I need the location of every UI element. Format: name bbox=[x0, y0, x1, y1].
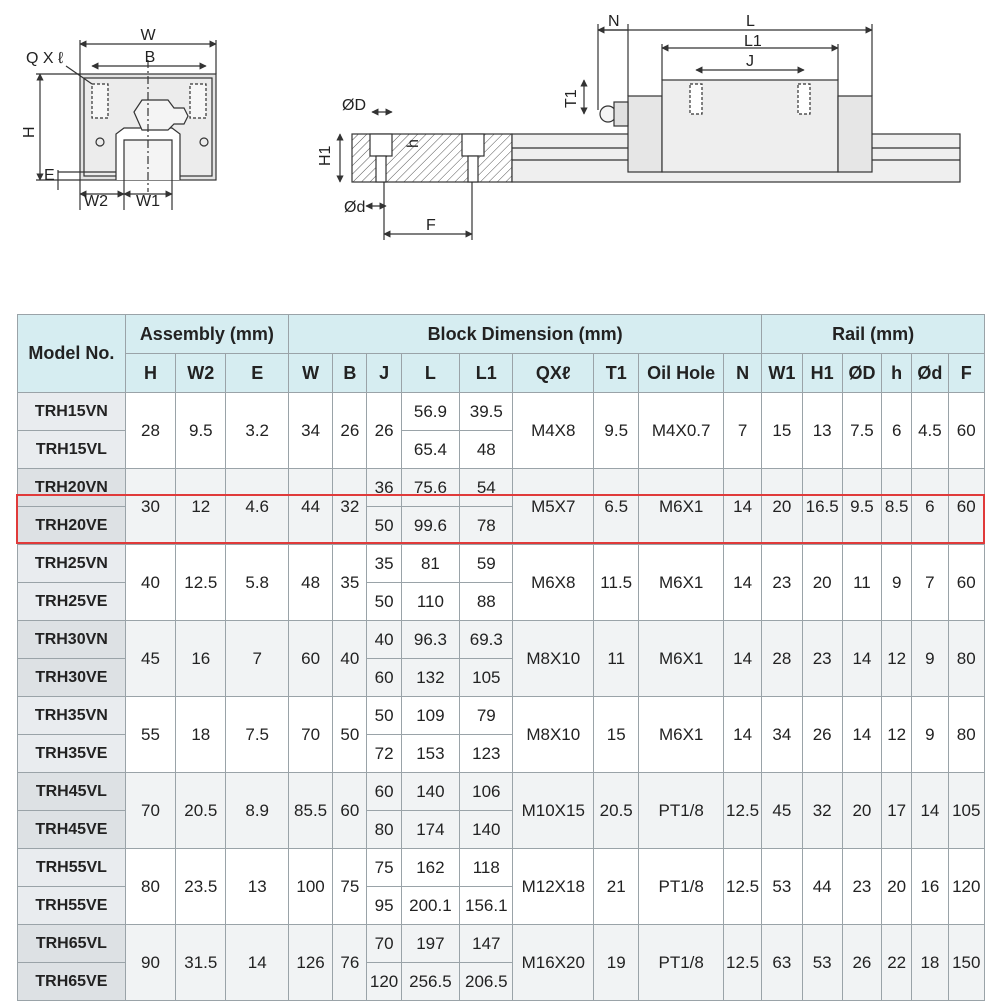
label-h: h bbox=[405, 139, 422, 148]
table-cell: 153 bbox=[401, 735, 459, 773]
table-cell: 109 bbox=[401, 697, 459, 735]
table-cell: M6X1 bbox=[639, 621, 724, 697]
table-cell: 5.8 bbox=[226, 545, 288, 621]
table-cell: 9.5 bbox=[176, 393, 226, 469]
table-cell: 3.2 bbox=[226, 393, 288, 469]
table-cell: 28 bbox=[762, 621, 802, 697]
column-header: W bbox=[288, 354, 332, 393]
label-H1: H1 bbox=[317, 145, 334, 166]
table-cell: 197 bbox=[401, 925, 459, 963]
header-model-no: Model No. bbox=[18, 315, 126, 393]
label-W1: W1 bbox=[136, 193, 160, 210]
table-cell: 53 bbox=[802, 925, 842, 1001]
table-cell: 60 bbox=[948, 545, 984, 621]
table-cell: 69.3 bbox=[460, 621, 513, 659]
table-cell: 123 bbox=[460, 735, 513, 773]
label-L: L bbox=[746, 13, 755, 30]
model-cell: TRH30VN bbox=[18, 621, 126, 659]
table-cell: 17 bbox=[882, 773, 912, 849]
table-cell: 72 bbox=[367, 735, 401, 773]
table-cell: PT1/8 bbox=[639, 773, 724, 849]
table-cell: 9 bbox=[882, 545, 912, 621]
model-cell: TRH35VN bbox=[18, 697, 126, 735]
table-cell: 106 bbox=[460, 773, 513, 811]
technical-drawings bbox=[0, 0, 1000, 300]
table-cell: 60 bbox=[948, 469, 984, 545]
table-cell: M8X10 bbox=[513, 621, 594, 697]
column-header: h bbox=[882, 354, 912, 393]
table-cell: 45 bbox=[125, 621, 175, 697]
table-cell: 16 bbox=[176, 621, 226, 697]
table-cell: 53 bbox=[762, 849, 802, 925]
table-cell: 55 bbox=[125, 697, 175, 773]
table-cell: M6X1 bbox=[639, 469, 724, 545]
table-cell: 120 bbox=[948, 849, 984, 925]
table-cell: 174 bbox=[401, 811, 459, 849]
table-cell: 75.6 bbox=[401, 469, 459, 507]
table-cell: 63 bbox=[762, 925, 802, 1001]
table-cell: 44 bbox=[288, 469, 332, 545]
model-cell: TRH20VN bbox=[18, 469, 126, 507]
model-cell: TRH45VE bbox=[18, 811, 126, 849]
table-cell: 50 bbox=[367, 507, 401, 545]
model-cell: TRH45VL bbox=[18, 773, 126, 811]
table-cell: 4.5 bbox=[912, 393, 948, 469]
column-header: L1 bbox=[460, 354, 513, 393]
table-cell: M4X0.7 bbox=[639, 393, 724, 469]
table-row bbox=[18, 469, 985, 507]
table-cell: 59 bbox=[460, 545, 513, 583]
model-cell: TRH35VE bbox=[18, 735, 126, 773]
table-cell: 14 bbox=[723, 545, 761, 621]
label-E: E bbox=[44, 167, 55, 184]
table-cell: 12 bbox=[176, 469, 226, 545]
table-cell: 105 bbox=[948, 773, 984, 849]
table-cell: 4.6 bbox=[226, 469, 288, 545]
table-row bbox=[18, 621, 985, 659]
table-cell: 14 bbox=[842, 621, 881, 697]
table-cell: 70 bbox=[367, 925, 401, 963]
table-cell: 50 bbox=[367, 583, 401, 621]
table-cell: 20.5 bbox=[594, 773, 639, 849]
table-cell: 126 bbox=[288, 925, 332, 1001]
table-cell: M16X20 bbox=[513, 925, 594, 1001]
table-row bbox=[18, 545, 985, 583]
model-cell: TRH20VE bbox=[18, 507, 126, 545]
table-cell: 48 bbox=[288, 545, 332, 621]
table-row bbox=[18, 925, 985, 963]
table-cell: 23 bbox=[842, 849, 881, 925]
table-cell: 8.5 bbox=[882, 469, 912, 545]
table-cell: 96.3 bbox=[401, 621, 459, 659]
table-cell: 34 bbox=[762, 697, 802, 773]
table-cell: M4X8 bbox=[513, 393, 594, 469]
table-cell: 9.5 bbox=[842, 469, 881, 545]
specification-table bbox=[17, 314, 985, 1001]
column-header: T1 bbox=[594, 354, 639, 393]
table-cell: 12 bbox=[882, 621, 912, 697]
label-F: F bbox=[426, 217, 436, 234]
table-cell: 20 bbox=[842, 773, 881, 849]
table-cell: 256.5 bbox=[401, 963, 459, 1001]
table-cell: 8.9 bbox=[226, 773, 288, 849]
table-cell: 40 bbox=[333, 621, 367, 697]
table-cell: 15 bbox=[762, 393, 802, 469]
column-header: W1 bbox=[762, 354, 802, 393]
table-cell: 140 bbox=[460, 811, 513, 849]
table-cell: 35 bbox=[367, 545, 401, 583]
table-cell: 23.5 bbox=[176, 849, 226, 925]
table-cell: 26 bbox=[367, 393, 401, 469]
table-cell: 12.5 bbox=[723, 773, 761, 849]
table-cell: 36 bbox=[367, 469, 401, 507]
table-cell: 13 bbox=[802, 393, 842, 469]
header-block-dimension: Block Dimension (mm) bbox=[288, 315, 761, 354]
table-cell: 40 bbox=[367, 621, 401, 659]
table-cell: 30 bbox=[125, 469, 175, 545]
table-cell: 110 bbox=[401, 583, 459, 621]
table-cell: 95 bbox=[367, 887, 401, 925]
table-cell: 15 bbox=[594, 697, 639, 773]
table-cell: 99.6 bbox=[401, 507, 459, 545]
table-cell: 12 bbox=[882, 697, 912, 773]
model-cell: TRH55VE bbox=[18, 887, 126, 925]
label-Od: Ød bbox=[344, 199, 366, 216]
table-cell: 90 bbox=[125, 925, 175, 1001]
model-cell: TRH15VL bbox=[18, 431, 126, 469]
table-cell: 12.5 bbox=[723, 925, 761, 1001]
column-header: E bbox=[226, 354, 288, 393]
table-cell: 18 bbox=[176, 697, 226, 773]
table-cell: 14 bbox=[723, 621, 761, 697]
column-header: N bbox=[723, 354, 761, 393]
table-cell: 11 bbox=[594, 621, 639, 697]
table-cell: 35 bbox=[333, 545, 367, 621]
table-cell: 80 bbox=[948, 697, 984, 773]
model-cell: TRH25VN bbox=[18, 545, 126, 583]
table-cell: 147 bbox=[460, 925, 513, 963]
table-cell: 19 bbox=[594, 925, 639, 1001]
table-cell: 162 bbox=[401, 849, 459, 887]
table-row bbox=[18, 773, 985, 811]
table-cell: 34 bbox=[288, 393, 332, 469]
table-cell: 105 bbox=[460, 659, 513, 697]
column-header: Ød bbox=[912, 354, 948, 393]
table-cell: 60 bbox=[367, 659, 401, 697]
table-cell: 7.5 bbox=[842, 393, 881, 469]
table-cell: 12.5 bbox=[176, 545, 226, 621]
table-cell: 14 bbox=[842, 697, 881, 773]
table-cell: 56.9 bbox=[401, 393, 459, 431]
table-cell: 26 bbox=[333, 393, 367, 469]
table-cell: 118 bbox=[460, 849, 513, 887]
table-cell: 80 bbox=[367, 811, 401, 849]
table-cell: 9.5 bbox=[594, 393, 639, 469]
table-cell: 23 bbox=[762, 545, 802, 621]
column-header: L bbox=[401, 354, 459, 393]
table-cell: 60 bbox=[948, 393, 984, 469]
table-cell: 70 bbox=[288, 697, 332, 773]
table-cell: 16.5 bbox=[802, 469, 842, 545]
header-rail: Rail (mm) bbox=[762, 315, 985, 354]
table-cell: 22 bbox=[882, 925, 912, 1001]
table-cell: 28 bbox=[125, 393, 175, 469]
model-cell: TRH65VL bbox=[18, 925, 126, 963]
label-L1: L1 bbox=[744, 33, 762, 50]
table-cell: 120 bbox=[367, 963, 401, 1001]
table-cell: 206.5 bbox=[460, 963, 513, 1001]
table-cell: 11.5 bbox=[594, 545, 639, 621]
table-row bbox=[18, 697, 985, 735]
label-W2: W2 bbox=[84, 193, 108, 210]
table-cell: 88 bbox=[460, 583, 513, 621]
table-cell: 11 bbox=[842, 545, 881, 621]
table-cell: 48 bbox=[460, 431, 513, 469]
table-cell: 132 bbox=[401, 659, 459, 697]
table-cell: M6X1 bbox=[639, 545, 724, 621]
table-cell: 26 bbox=[802, 697, 842, 773]
table-cell: 45 bbox=[762, 773, 802, 849]
table-cell: 6 bbox=[882, 393, 912, 469]
table-row bbox=[18, 849, 985, 887]
column-header: B bbox=[333, 354, 367, 393]
label-W: W bbox=[140, 27, 156, 44]
table-cell: M6X1 bbox=[639, 697, 724, 773]
label-J: J bbox=[746, 53, 754, 70]
table-cell: 6 bbox=[912, 469, 948, 545]
label-N: N bbox=[608, 13, 620, 30]
table-cell: M8X10 bbox=[513, 697, 594, 773]
table-cell: 39.5 bbox=[460, 393, 513, 431]
table-cell: 100 bbox=[288, 849, 332, 925]
table-cell: 81 bbox=[401, 545, 459, 583]
table-cell: 20.5 bbox=[176, 773, 226, 849]
label-B: B bbox=[144, 49, 156, 66]
column-header: J bbox=[367, 354, 401, 393]
table-cell: 50 bbox=[333, 697, 367, 773]
column-header: H1 bbox=[802, 354, 842, 393]
table-cell: 60 bbox=[333, 773, 367, 849]
label-H: H bbox=[21, 126, 38, 138]
table-cell: 14 bbox=[226, 925, 288, 1001]
table-cell: 21 bbox=[594, 849, 639, 925]
model-cell: TRH15VN bbox=[18, 393, 126, 431]
table-cell: 14 bbox=[723, 469, 761, 545]
table-cell: 80 bbox=[125, 849, 175, 925]
table-cell: 140 bbox=[401, 773, 459, 811]
table-cell: 79 bbox=[460, 697, 513, 735]
model-cell: TRH65VE bbox=[18, 963, 126, 1001]
label-T1: T1 bbox=[563, 89, 580, 108]
header-assembly: Assembly (mm) bbox=[125, 315, 288, 354]
table-cell: 7 bbox=[912, 545, 948, 621]
table-cell: 6.5 bbox=[594, 469, 639, 545]
table-cell: 156.1 bbox=[460, 887, 513, 925]
table-cell: 75 bbox=[333, 849, 367, 925]
table-cell: 7 bbox=[226, 621, 288, 697]
table-cell: 26 bbox=[842, 925, 881, 1001]
table-cell: 18 bbox=[912, 925, 948, 1001]
model-cell: TRH25VE bbox=[18, 583, 126, 621]
table-cell: PT1/8 bbox=[639, 849, 724, 925]
table-cell: 31.5 bbox=[176, 925, 226, 1001]
table-row bbox=[18, 393, 985, 431]
column-header: ØD bbox=[842, 354, 881, 393]
table-cell: 75 bbox=[367, 849, 401, 887]
column-header: Oil Hole bbox=[639, 354, 724, 393]
table-cell: 13 bbox=[226, 849, 288, 925]
table-cell: 32 bbox=[802, 773, 842, 849]
column-header: H bbox=[125, 354, 175, 393]
table-cell: 7.5 bbox=[226, 697, 288, 773]
table-cell: 50 bbox=[367, 697, 401, 735]
table-cell: 16 bbox=[912, 849, 948, 925]
table-cell: 70 bbox=[125, 773, 175, 849]
table-cell: 7 bbox=[723, 393, 761, 469]
table-cell: 23 bbox=[802, 621, 842, 697]
column-header: QXℓ bbox=[513, 354, 594, 393]
model-cell: TRH30VE bbox=[18, 659, 126, 697]
table-cell: 60 bbox=[367, 773, 401, 811]
table-cell: 54 bbox=[460, 469, 513, 507]
table-cell: 12.5 bbox=[723, 849, 761, 925]
table-cell: 60 bbox=[288, 621, 332, 697]
table-cell: 78 bbox=[460, 507, 513, 545]
table-cell: M10X15 bbox=[513, 773, 594, 849]
table-cell: M6X8 bbox=[513, 545, 594, 621]
label-QXl: Q X ℓ bbox=[26, 50, 64, 67]
table-cell: M12X18 bbox=[513, 849, 594, 925]
column-header: F bbox=[948, 354, 984, 393]
table-cell: 9 bbox=[912, 621, 948, 697]
table-cell: 76 bbox=[333, 925, 367, 1001]
table-cell: 44 bbox=[802, 849, 842, 925]
table-cell: 65.4 bbox=[401, 431, 459, 469]
table-cell: M5X7 bbox=[513, 469, 594, 545]
table-cell: 80 bbox=[948, 621, 984, 697]
label-OD: ØD bbox=[342, 97, 366, 114]
table-cell: 200.1 bbox=[401, 887, 459, 925]
table-cell: 85.5 bbox=[288, 773, 332, 849]
table-cell: 20 bbox=[802, 545, 842, 621]
table-cell: PT1/8 bbox=[639, 925, 724, 1001]
table-cell: 40 bbox=[125, 545, 175, 621]
table-cell: 150 bbox=[948, 925, 984, 1001]
table-cell: 14 bbox=[723, 697, 761, 773]
model-cell: TRH55VL bbox=[18, 849, 126, 887]
table-cell: 9 bbox=[912, 697, 948, 773]
table-cell: 20 bbox=[762, 469, 802, 545]
table-cell: 32 bbox=[333, 469, 367, 545]
column-header: W2 bbox=[176, 354, 226, 393]
table-cell: 14 bbox=[912, 773, 948, 849]
table-cell: 20 bbox=[882, 849, 912, 925]
